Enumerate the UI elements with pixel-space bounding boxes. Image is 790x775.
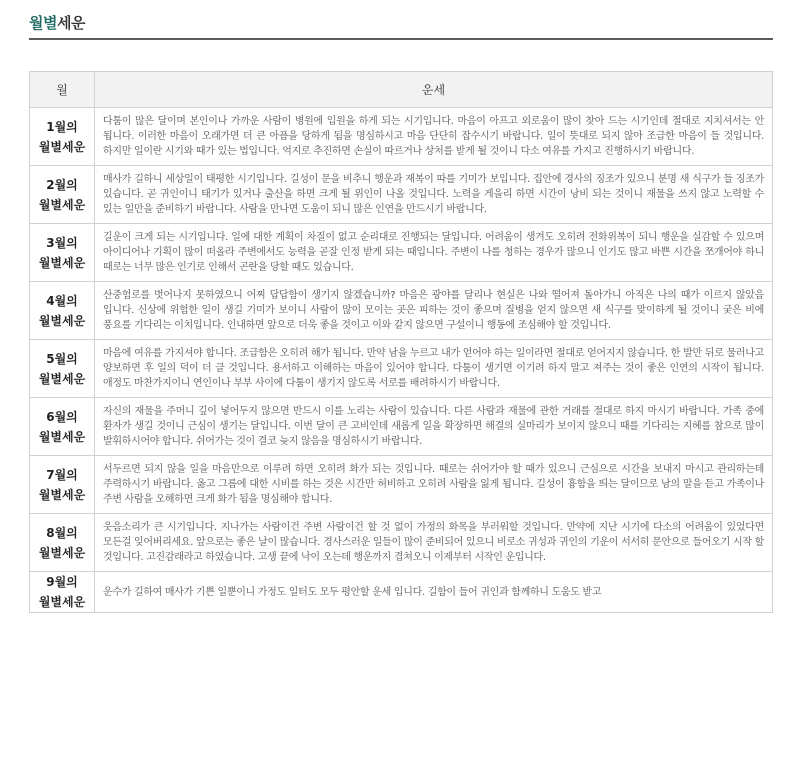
month-sublabel: 월별세운 [38, 429, 86, 444]
month-cell [30, 224, 95, 282]
month-label: 4월의 [46, 293, 78, 308]
page-title-rest: 세운 [56, 14, 85, 32]
month-label: 7월의 [46, 467, 78, 482]
table-row [30, 282, 773, 340]
month-cell [30, 166, 95, 224]
month-label: 3월의 [46, 235, 78, 250]
fortune-text: 웃음소리가 큰 시기입니다. 지나가는 사람이건 주변 사람이건 할 것 없이 가정의 화목을 부러워할 것입니다. 만약에 지난 시기에 다소의 어려움이 있었다면 모든걸 잊어버리세요. 앞으로는 좋은 날이 많습니다. 경사스러운 일들이 많이 준비되어 있으니 비로소 귀성과 귀인의 기운이 서서히 문안으로 들어오기 시작 할 것입니다. 고진감래라고 하였습니다. 고생 끝에 낙이 오는데 행운까지 겹쳐오니 이제부터 시작인 운입니다. [95, 514, 773, 572]
table-row [30, 166, 773, 224]
month-cell [30, 572, 95, 613]
month-sublabel: 월별세운 [38, 255, 86, 270]
header-fortune: 운세 [95, 72, 773, 108]
fortune-text: 마음에 여유를 가지셔야 합니다. 조급함은 오히려 해가 됩니다. 만약 남을 누르고 내가 얻어야 하는 일이라면 절대로 얻어지지 않습니다. 한 발만 뒤로 물러나고 양보하면 후 일의 덕이 더 클 것입니다. 용서하고 이해하는 마음이 있어야 합니다. 다툼이 생기면 이기려 하지 말고 져주는 것이 좋은 인연의 시작이 됩니다. 애정도 마찬가지이니 연인이나 부부 사이에 다툼이 생기지 않도록 서로를 배려하시기 바랍니다. [95, 340, 773, 398]
fortune-text: 매사가 길하니 세상일이 태평한 시기입니다. 길성이 문을 비추니 행운과 재복이 따를 기미가 보입니다. 집안에 경사의 징조가 있으니 분명 새 식구가 들 징조가 있습니다. 곧 귀인이니 태기가 있거나 출산을 하면 크게 될 위인이 나올 것입니다. 노력을 게을리 하면 시간이 낭비 되는 것이니 재물을 쓰지 않고 노력할 수 있는 일만을 준비하기 바랍니다. 사람을 만나면 도움이 되니 많은 인연을 만드시기 바랍니다. [95, 166, 773, 224]
month-sublabel: 월별세운 [38, 313, 86, 328]
month-sublabel: 월별세운 [38, 371, 86, 386]
month-cell [30, 456, 95, 514]
month-label: 1월의 [46, 119, 78, 134]
month-label: 6월의 [46, 409, 78, 424]
table-row [30, 572, 773, 613]
month-cell [30, 398, 95, 456]
fortune-text: 자신의 재물을 주머니 깊이 넣어두지 않으면 반드시 이를 노리는 사람이 있습니다. 다른 사람과 재물에 관한 거래를 절대로 하지 마시기 바랍니다. 가족 중에 환자가 생길 것이니 근심이 생기는 달입니다. 이번 달이 큰 고비인데 새롭게 일을 확장하면 해결의 실마리가 보이지 않으니 때를 기다리는 지혜를 참으로 많이 발휘하시어야 합니다. 쉬어가는 것이 결코 늦지 않음을 명심하시기 바랍니다. [95, 398, 773, 456]
header-month: 월 [30, 72, 95, 108]
page-title-accent: 월별 [29, 14, 57, 32]
table-row [30, 514, 773, 572]
month-cell [30, 282, 95, 340]
table-header-row [30, 72, 773, 108]
month-label: 2월의 [46, 177, 78, 192]
monthly-fortune-table [29, 71, 773, 613]
month-label: 5월의 [46, 351, 78, 366]
month-cell [30, 340, 95, 398]
month-label: 8월의 [46, 525, 78, 540]
fortune-text: 다툼이 많은 달이며 본인이나 가까운 사람이 병원에 입원을 하게 되는 시기입니다. 마음이 아프고 외로움이 많이 찾아 드는 시기인데 절대로 지치셔서는 안 됩니다. 이러한 마음이 오래가면 더 큰 아픔을 당하게 됨을 명심하시고 마음 단단히 잡수시기 바랍니다. 일이 뜻대로 되지 않아 조급한 마음이 들 것입니다. 하지만 일이란 시기와 때가 있는 법입니다. 억지로 추진하면 손실이 따르거나 상처를 받게 될 것이니 다소 여유를 가지고 진행하시기 바랍니다. [95, 108, 773, 166]
table-row [30, 224, 773, 282]
month-cell [30, 514, 95, 572]
month-sublabel: 월별세운 [38, 595, 86, 609]
month-cell [30, 108, 95, 166]
month-sublabel: 월별세운 [38, 197, 86, 212]
fortune-text: 길운이 크게 되는 시기입니다. 일에 대한 계획이 차질이 없고 순리대로 진행되는 달입니다. 어려움이 생겨도 오히려 전화위복이 되니 행운을 실감할 수 있으며 아이디어나 기획이 많이 떠올라 주변에서도 능력을 곧잘 인정 받게 되는 때입니다. 주변이 나를 청하는 경우가 많으니 인기도 많고 바쁜 시간을 쪼개어야 하니 때로는 너무 많은 인기로 인해서 곤란을 당할 때도 있습니다. [95, 224, 773, 282]
fortune-text: 산중험로를 벗어나지 못하였으니 어찌 답답함이 생기지 않겠습니까? 마음은 광야를 달리나 현실은 나와 떨어져 돌아가니 아직은 나의 때가 이르지 않았음 입니다. 신상에 위험한 일이 생길 기미가 보이니 사람이 많이 모이는 곳은 피하는 것이 좋으며 질병을 얻지 않으면 새 식구를 맞이하게 될 것이니 궂은 비에 풍요를 기다리는 이치입니다. 인내하면 앞으로 더욱 좋을 것이고 이와 같지 않으면 구설이니 행동에 조심해야 할 것입니다. [95, 282, 773, 340]
table-row [30, 340, 773, 398]
month-sublabel: 월별세운 [38, 487, 86, 502]
fortune-text: 운수가 길하여 매사가 기쁜 일뿐이니 가정도 일터도 모두 평안할 운세 입니다. 길함이 들어 귀인과 함께하니 도움도 받고 [95, 572, 773, 613]
fortune-text: 서두르면 되지 않을 일을 마음만으로 이루려 하면 오히려 화가 되는 것입니다. 때로는 쉬어가야 할 때가 있으니 근심으로 시간을 보내지 마시고 관리하는데 주력하시기 바랍니다. 옳고 그름에 대한 시비를 하는 것은 시간만 허비하고 오히려 사람을 잃게 됩니다. 길성이 흉함을 띄는 달이므로 남의 말을 듣고 가족이나 주변 사람을 오해하면 크게 화가 됨을 명심해야 합니다. [95, 456, 773, 514]
page-header [29, 0, 773, 40]
month-sublabel: 월별세운 [38, 545, 86, 560]
month-label: 9월의 [46, 575, 78, 589]
table-row [30, 456, 773, 514]
month-sublabel: 월별세운 [38, 139, 86, 154]
table-row [30, 108, 773, 166]
page-title [29, 14, 85, 32]
table-row [30, 398, 773, 456]
